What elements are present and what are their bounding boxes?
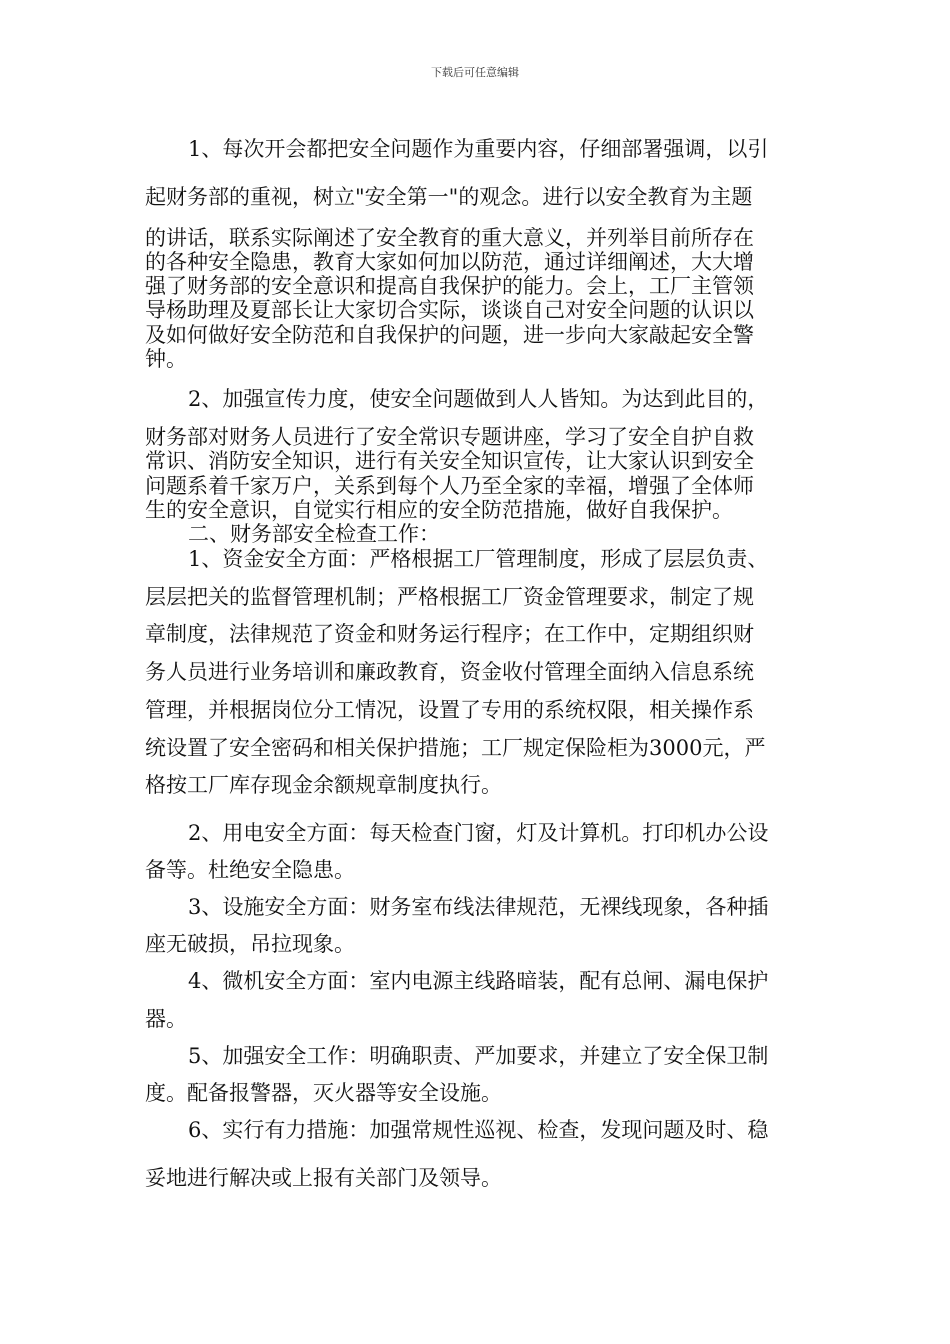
text-line: 1、资金安全方面：严格根据工厂管理制度，形成了层层负责、 bbox=[188, 547, 769, 571]
text-line: 3、设施安全方面：财务室布线法律规范，无裸线现象，各种插 bbox=[188, 895, 769, 919]
text-line: 常识、消防安全知识，进行有关安全知识宣传，让大家认识到安全 bbox=[145, 449, 754, 473]
text-line: 问题系着千家万户，关系到每个人乃至全家的幸福，增强了全体师 bbox=[145, 474, 754, 498]
text-line: 座无破损，吊拉现象。 bbox=[145, 932, 355, 956]
text-line: 钟。 bbox=[145, 347, 187, 371]
text-line: 2、加强宣传力度，使安全问题做到人人皆知。为达到此目的， bbox=[188, 387, 769, 411]
text-line: 妥地进行解决或上报有关部门及领导。 bbox=[145, 1166, 502, 1190]
page-header: 下载后可任意编辑 bbox=[431, 66, 519, 79]
text-line: 导杨助理及夏部长让大家切合实际，谈谈自己对安全问题的认识以 bbox=[145, 298, 754, 322]
text-line: 备等。杜绝安全隐患。 bbox=[145, 858, 355, 882]
text-line: 5、加强安全工作：明确职责、严加要求，并建立了安全保卫制 bbox=[188, 1044, 769, 1068]
text-line: 格按工厂库存现金余额规章制度执行。 bbox=[145, 773, 502, 797]
text-line: 的各种安全隐患，教育大家如何加以防范，通过详细阐述，大大增 bbox=[145, 250, 754, 274]
text-line: 4、微机安全方面：室内电源主线路暗装，配有总闸、漏电保护 bbox=[188, 969, 769, 993]
text-line: 的讲话，联系实际阐述了安全教育的重大意义，并列举目前所存在 bbox=[145, 226, 754, 250]
text-line: 章制度，法律规范了资金和财务运行程序；在工作中，定期组织财 bbox=[145, 622, 754, 646]
text-line: 强了财务部的安全意识和提高自我保护的能力。会上，工厂主管领 bbox=[145, 274, 754, 298]
text-line: 器。 bbox=[145, 1007, 187, 1031]
text-line: 1、每次开会都把安全问题作为重要内容，仔细部署强调，以引 bbox=[188, 137, 769, 161]
text-line: 财务部对财务人员进行了安全常识专题讲座，学习了安全自护自救 bbox=[145, 425, 754, 449]
text-line: 层层把关的监督管理机制；严格根据工厂资金管理要求，制定了规 bbox=[145, 585, 754, 609]
text-line: 及如何做好安全防范和自我保护的问题，进一步向大家敲起安全警 bbox=[145, 323, 754, 347]
text-line: 2、用电安全方面：每天检查门窗，灯及计算机。打印机办公设 bbox=[188, 821, 769, 845]
text-line: 生的安全意识，自觉实行相应的安全防范措施，做好自我保护。 bbox=[145, 498, 733, 522]
text-line: 管理，并根据岗位分工情况，设置了专用的系统权限，相关操作系 bbox=[145, 698, 754, 722]
text-line: 统设置了安全密码和相关保护措施；工厂规定保险柜为3000元，严 bbox=[145, 736, 766, 760]
section-heading: 二、财务部安全检查工作： bbox=[188, 522, 440, 546]
text-line: 6、实行有力措施：加强常规性巡视、检查，发现问题及时、稳 bbox=[188, 1118, 769, 1142]
text-line: 度。配备报警器，灭火器等安全设施。 bbox=[145, 1081, 502, 1105]
text-line: 起财务部的重视，树立"安全第一"的观念。进行以安全教育为主题 bbox=[145, 185, 753, 209]
text-line: 务人员进行业务培训和廉政教育，资金收付管理全面纳入信息系统 bbox=[145, 660, 754, 684]
